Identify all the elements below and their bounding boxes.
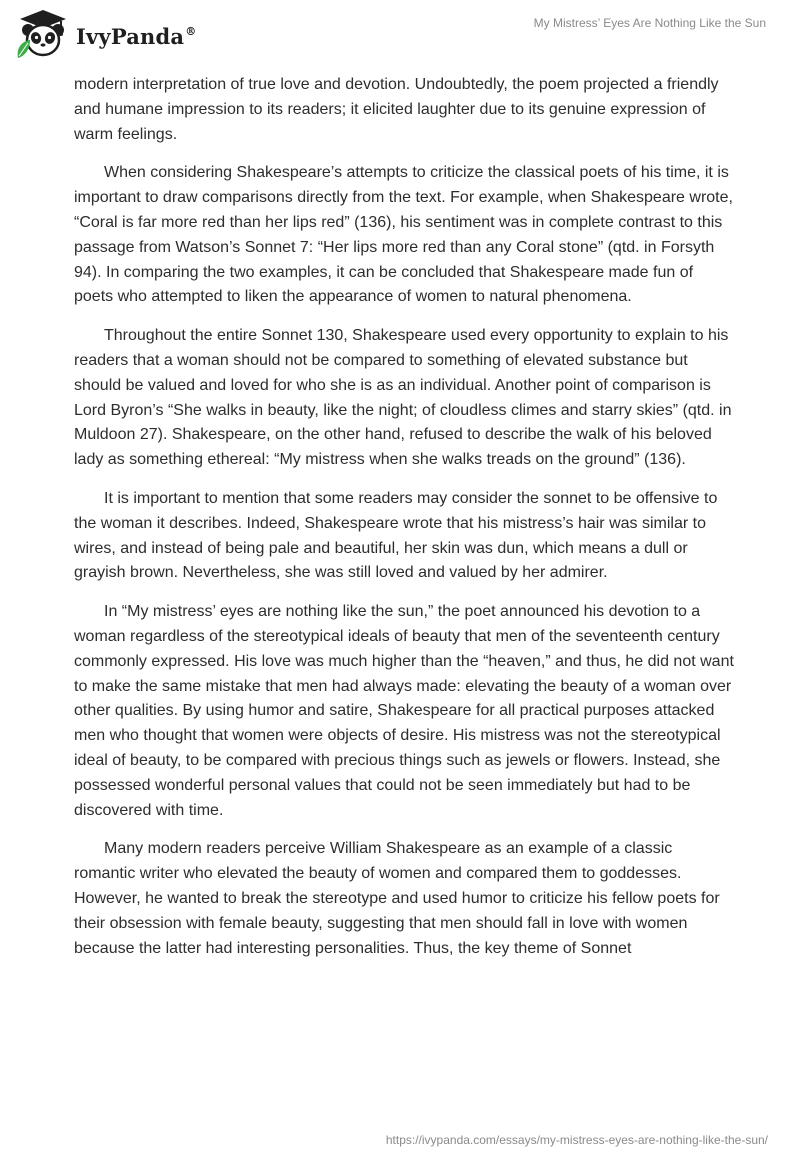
ivypanda-logo[interactable]	[14, 8, 196, 60]
brand-name: IvyPanda®	[76, 23, 197, 49]
paragraph-3: Throughout the entire Sonnet 130, Shakespeare used every opportunity to explain to his readers that a woman should not be compared to something of elevated substance but should be valued and loved for who she is as an individual. Another point of comparison is Lord Byron’s “She walks in beauty, like the night; of cloudless climes and starry skies” (qtd. in Muldoon 27). Shakespeare, on the other hand, refused to describe the walk of his beloved lady as something ethereal: “My mistress when she walks treads on the ground” (136).	[74, 327, 732, 469]
panda-graduate-icon	[14, 8, 72, 60]
registered-mark: ®	[185, 24, 197, 38]
source-url[interactable]: https://ivypanda.com/essays/my-mistress-eyes-are-nothing-like-the-sun/	[385, 1133, 768, 1147]
paragraph-6: Many modern readers perceive William Shakespeare as an example of a classic romantic writer who elevated the beauty of women and compared them to goddesses. However, he wanted to break the stereotype and used humor to criticize his fellow poets for their obsession with female beauty, suggesting that men should fall in love with women because the latter had interesting personalities. Thus, the key theme of Sonnet	[74, 840, 720, 957]
page-header	[0, 0, 800, 70]
paragraph-1: modern interpretation of true love and devotion. Undoubtedly, the poem projected a friendly and humane impression to its readers; it elicited laughter due to its genuine expression of warm feelings.	[74, 76, 719, 143]
document-title: My Mistress’ Eyes Are Nothing Like the Sun	[533, 16, 766, 30]
essay-body	[74, 73, 734, 975]
paragraph-4: It is important to mention that some readers may consider the sonnet to be offensive to the woman it describes. Indeed, Shakespeare wrote that his mistress’s hair was similar to wires, and instead of being pale and beautiful, her skin was dun, which means a dull or grayish brown. Nevertheless, she was still loved and valued by her admirer.	[74, 489, 718, 582]
paragraph-5: In “My mistress’ eyes are nothing like the sun,” the poet announced his devotion to a woman regardless of the stereotypical ideals of beauty that men of the seventeenth century commonly expressed. His love was much higher than the “heaven,” and thus, he did not want to make the same mistake that men had always made: elevating the beauty of a woman over other qualities. By using humor and satire, Shakespeare for all practical purposes attacked men who thought that women were objects of desire. His mistress was not the stereotypical ideal of beauty, to be compared with precious things such as jewels or flowers. Instead, she possessed wonderful personal values that could not be seen immediately but had to be discovered with time.	[74, 603, 734, 819]
paragraph-2: When considering Shakespeare’s attempts to criticize the classical poets of his time, it is important to draw comparisons directly from the text. For example, when Shakespeare wrote, “Coral is far more red than her lips red” (136), his sentiment was in complete contrast to this passage from Watson’s Sonnet 7: “Her lips more red than any Coral stone” (qtd. in Forsyth 94). In comparing the two examples, it can be concluded that Shakespeare made fun of poets who attempted to liken the appearance of women to natural phenomena.	[74, 164, 733, 306]
